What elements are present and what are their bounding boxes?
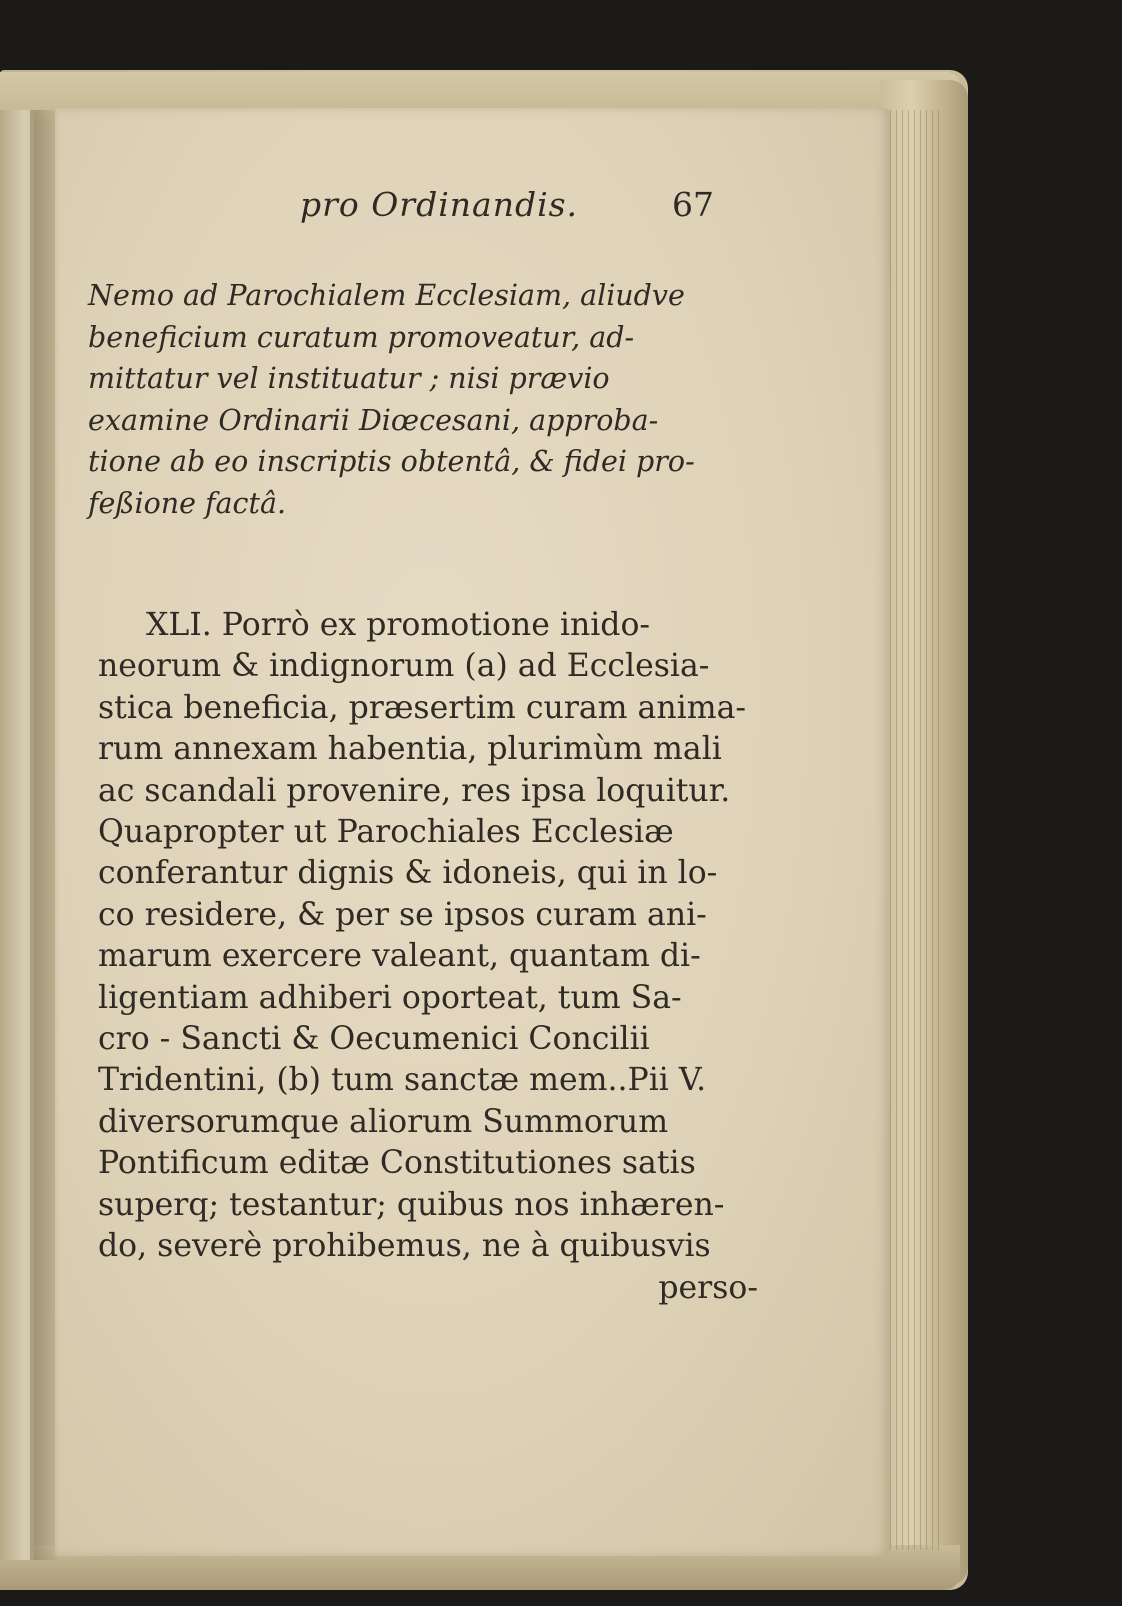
text-line: Pontificum editæ Constitutiones satis bbox=[98, 1145, 696, 1182]
roman-paragraph bbox=[98, 605, 788, 1309]
catchword: perso- bbox=[658, 1269, 758, 1306]
text-line: Tridentini, (b) tum sanctæ mem..Pii V. bbox=[98, 1062, 707, 1099]
page-number: 67 bbox=[672, 185, 714, 224]
text-line: ligentiam adhiberi oporteat, tum Sa- bbox=[98, 979, 682, 1016]
text-line: mittatur vel instituatur ; nisi prævio bbox=[88, 362, 610, 395]
text-line: cro - Sancti & Oecumenici Concilii bbox=[98, 1021, 650, 1058]
text-line: tione ab eo inscriptis obtentâ, & fidei pro- bbox=[88, 445, 695, 478]
text-line: feßione factâ. bbox=[88, 486, 287, 520]
text-line: diversorumque aliorum Summorum bbox=[98, 1103, 669, 1140]
page-block-edges bbox=[890, 110, 940, 1550]
text-line: co residere, & per se ipsos curam ani- bbox=[98, 896, 707, 933]
italic-paragraph bbox=[88, 275, 788, 524]
text-line: ac scandali provenire, res ipsa loquitur. bbox=[98, 772, 731, 809]
text-line: conferantur dignis & idoneis, qui in lo- bbox=[98, 855, 718, 892]
text-line: Quapropter ut Parochiales Ecclesiæ bbox=[98, 814, 674, 851]
text-line: marum exercere valeant, quantam di- bbox=[98, 938, 701, 975]
text-line: do, severè prohibemus, ne à quibusvis bbox=[98, 1228, 711, 1265]
text-line: superq; testantur; quibus nos inhæren- bbox=[98, 1186, 725, 1223]
text-line: Nemo ad Parochialem Ecclesiam, aliudve bbox=[88, 279, 685, 312]
text-line: neorum & indignorum (a) ad Ecclesia- bbox=[98, 648, 710, 685]
text-line: XLI. Porrò ex promotione inido- bbox=[146, 607, 651, 643]
text-line: beneficium curatum promoveatur, ad- bbox=[88, 320, 635, 354]
page-gutter-shadow bbox=[30, 110, 60, 1560]
text-line: examine Ordinarii Diœcesani, approba- bbox=[88, 403, 659, 437]
running-head bbox=[300, 185, 750, 235]
running-head-title: pro Ordinandis. bbox=[300, 185, 579, 224]
text-line: rum annexam habentia, plurimùm mali bbox=[98, 731, 722, 768]
text-line: stica beneficia, præsertim curam anima- bbox=[98, 689, 746, 726]
facing-page-sliver bbox=[0, 110, 34, 1560]
